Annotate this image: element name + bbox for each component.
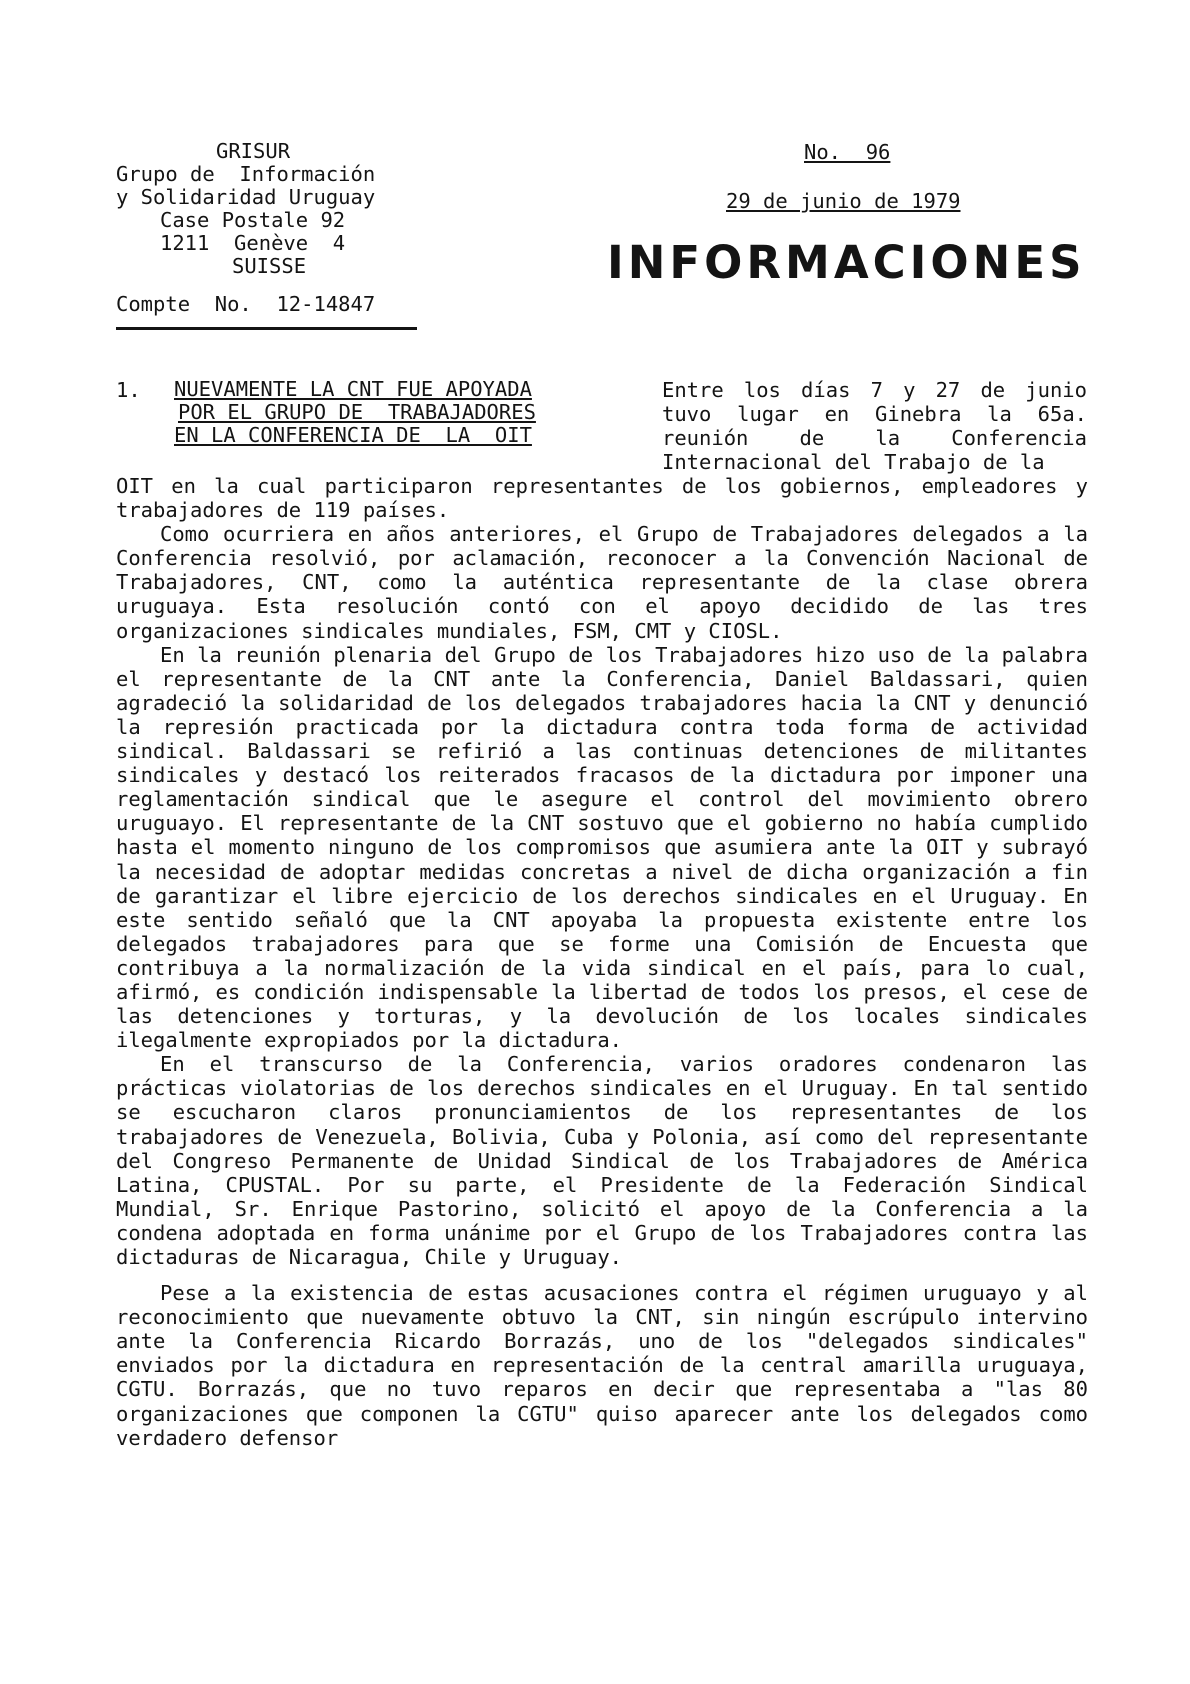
address-line-3: SUISSE [232,254,307,278]
masthead-title: INFORMACIONES [607,236,1086,289]
article-body [116,474,1088,1450]
issue-number: No. 96 [804,140,891,164]
org-line-1: Grupo de Información [116,162,376,186]
article-title [174,378,594,447]
address-line-1: Case Postale 92 [160,208,346,232]
divider-rule [116,327,417,330]
article-title-line-1: NUEVAMENTE LA CNT FUE APOYADA [174,377,532,401]
paragraph: Como ocurriera en años anteriores, el Grupo de Trabajadores delegados a la Conferencia resolvió, por aclamación, reconocer a la Convención Nacional de Trabajadores, CNT, como la auténtica representante de la clase obrera uruguaya. Esta resolución contó con el apoyo decidido de las tres organizaciones sindicales mundiales, FSM, CMT y CIOSL. [116,522,1088,643]
org-name: GRISUR [216,139,291,163]
article-title-line-3: EN LA CONFERENCIA DE LA OIT [174,423,532,447]
paragraph: Pese a la existencia de estas acusaciones contra el régimen uruguayo y al reconocimiento que nuevamente obtuvo la CNT, sin ningún escrúpulo intervino ante la Conferencia Ricardo Borrazás, uno de los "delegados sindicales" enviados por la dictadura en representación de la central amarilla uruguaya, CGTU. Borrazás, que no tuvo reparos en decir que representaba a "las 80 organizaciones que componen la CGTU" quiso aparecer ante los delegados como verdadero defensor [116,1281,1088,1450]
address-line-2: 1211 Genève 4 [160,231,346,255]
paragraph: En el transcurso de la Conferencia, varios oradores condenaron las prácticas violatorias de los derechos sindicales en el Uruguay. En tal sentido se escucharon claros pronunciamientos de los representantes de los trabajadores de Venezuela, Bolivia, Cuba y Polonia, así como del representante del Congreso Permanente de Unidad Sindical de los Trabajadores de América Latina, CPUSTAL. Por su parte, el Presidente de la Federación Sindical Mundial, Sr. Enrique Pastorino, solicitó el apoyo de la Conferencia a la condena adoptada en forma unánime por el Grupo de los Trabajadores contra las dictaduras de Nicaragua, Chile y Uruguay. [116,1052,1088,1269]
sender-address-block [116,140,416,278]
org-line-2: y Solidaridad Uruguay [116,185,376,209]
issue-date: 29 de junio de 1979 [726,189,961,213]
account-number: Compte No. 12-14847 [116,292,376,316]
paragraph: En la reunión plenaria del Grupo de los Trabajadores hizo uso de la palabra el representante de la CNT ante la Conferencia, Daniel Baldassari, quien agradeció la solidaridad de los delegados trabajadores hacia la CNT y denunció la represión practicada por la dictadura contra toda forma de actividad sindical. Baldassari se refirió a las continuas detenciones de militantes sindicales y destacó los reiterados fracasos de la dictadura por imponer una reglamentación sindical que le asegure el control del movimiento obrero uruguayo. El representante de la CNT sostuvo que el gobierno no había cumplido hasta el momento ninguno de los compromisos que asumiera ante la OIT y subrayó la necesidad de adoptar medidas concretas a nivel de dicha organización a fin de garantizar el libre ejercicio de los derechos sindicales en el Uruguay. En este sentido señaló que la CNT apoyaba la propuesta existente entre los delegados trabajadores para que se forme una Comisión de Encuesta que contribuya a la normalización de la vida sindical en el país, para lo cual, afirmó, es condición indispensable la libertad de todos los presos, el cese de las detenciones y torturas, y la devolución de los locales sindicales ilegalmente expropiados por la dictadura. [116,642,1088,1053]
article-title-line-2: POR EL GRUPO DE TRABAJADORES [178,400,536,424]
article-number: 1. [116,378,141,402]
paragraph: OIT en la cual participaron representantes de los gobiernos, empleadores y trabajadores de 119 países. [116,474,1088,523]
article-intro: Entre los días 7 y 27 de junio tuvo lugar en Ginebra la 65a. reunión de la Conferencia Internacional del Trabajo de la [662,378,1087,474]
